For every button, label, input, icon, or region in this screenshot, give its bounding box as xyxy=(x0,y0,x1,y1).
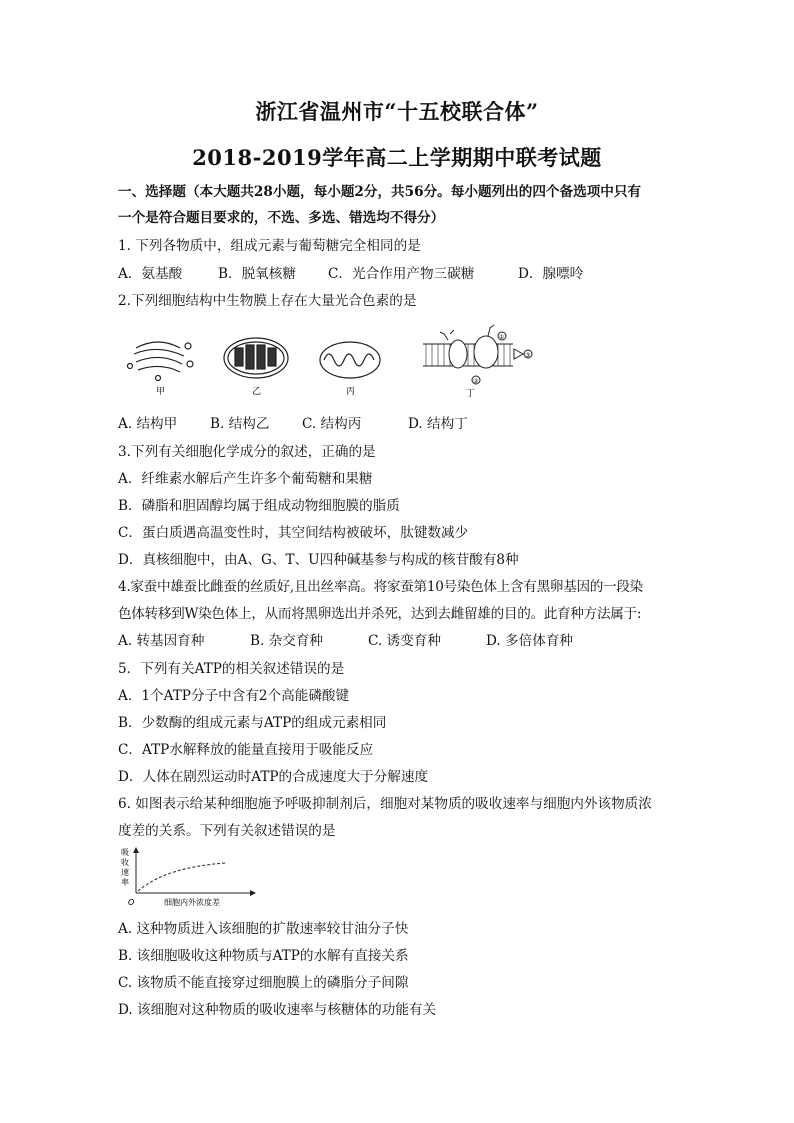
q2-option-c: C. 结构丙 xyxy=(302,416,362,432)
x-axis-arrow xyxy=(250,890,256,896)
marker-3: ③ xyxy=(525,352,531,359)
q2-option-d: D. 结构丁 xyxy=(408,416,468,432)
q1-option-b: B．脱氧核糖 xyxy=(218,266,296,282)
q1-option-a: A．氨基酸 xyxy=(118,266,183,282)
absorption-curve xyxy=(138,863,226,891)
y-axis-label-2: 收 xyxy=(121,858,129,867)
q4-option-b: B. 杂交育种 xyxy=(250,633,324,649)
q6-stem-1: 6. 如图表示给某种细胞施予呼吸抑制剂后，细胞对某物质的吸收速率与细胞内外该物质浓 xyxy=(118,796,652,812)
figure-label-ding: 丁 xyxy=(466,389,476,399)
section-instruction-2: 一个是符合题目要求的，不选、多选、错选均不得分） xyxy=(118,210,445,226)
y-axis-label-4: 率 xyxy=(121,878,129,887)
q5-option-c: C．ATP水解释放的能量直接用于吸能反应 xyxy=(118,742,374,758)
q4-option-d: D. 多倍体育种 xyxy=(486,633,574,649)
q3-option-b: B．磷脂和胆固醇均属于组成动物细胞膜的脂质 xyxy=(118,498,400,514)
q4-stem-2: 色体转移到W染色体上，从而将黑卵选出并杀死，达到去雌留雄的目的。此育种方法属于: xyxy=(118,606,642,622)
q1-stem: 1. 下列各物质中，组成元素与葡萄糖完全相同的是 xyxy=(118,238,421,254)
q2-options xyxy=(118,412,678,432)
exam-title-line2: 2018-2019学年高二上学期期中联考试题 xyxy=(192,145,602,170)
q6-option-b: B. 该细胞吸收这种物质与ATP的水解有直接关系 xyxy=(118,948,409,964)
q1-options xyxy=(118,262,678,282)
figure-label-yi: 乙 xyxy=(252,387,262,397)
q5-option-d: D．人体在剧烈运动时ATP的合成速度大于分解速度 xyxy=(118,769,429,785)
mitochondrion-figure xyxy=(320,342,380,378)
q4-options xyxy=(118,629,678,649)
q6-stem-2: 度差的关系。下列有关叙述错误的是 xyxy=(118,823,336,839)
y-axis-label-3: 速 xyxy=(121,868,129,877)
q2-option-a: A. 结构甲 xyxy=(118,416,178,432)
marker-1: ① xyxy=(499,334,505,341)
q4-option-c: C. 诱变育种 xyxy=(368,633,441,649)
q3-option-c: C．蛋白质遇高温变性时，其空间结构被破坏，肽键数减少 xyxy=(118,525,469,541)
x-axis-label: 细胞内外浓度差 xyxy=(164,898,220,907)
q2-figure xyxy=(118,318,538,404)
q6-option-c: C. 该物质不能直接穿过细胞膜上的磷脂分子间隙 xyxy=(118,975,409,991)
golgi-figure xyxy=(128,342,194,381)
q4-stem-1: 4.家蚕中雄蚕比雌蚕的丝质好,且出丝率高。将家蚕第10号染色体上含有黑卵基因的一段染 xyxy=(118,579,643,595)
q3-option-a: A．纤维素水解后产生许多个葡萄糖和果糖 xyxy=(118,471,373,487)
y-axis-arrow xyxy=(133,847,139,853)
q5-stem: 5．下列有关ATP的相关叙述错误的是 xyxy=(118,661,345,677)
section-instruction-1: 一、选择题（本大题共28小题，每小题2分，共56分。每小题列出的四个备选项中只有 xyxy=(118,184,642,200)
chloroplast-figure xyxy=(224,338,288,378)
q2-option-b: B. 结构乙 xyxy=(210,416,270,432)
q5-option-a: A．1个ATP分子中含有2个高能磷酸键 xyxy=(118,688,350,704)
marker-2: ② xyxy=(473,378,479,385)
q3-option-d: D．真核细胞中，由A、G、T、U四种碱基参与构成的核苷酸有8种 xyxy=(118,552,519,568)
exam-title-line1: 浙江省温州市“十五校联合体” xyxy=(255,99,539,124)
q4-option-a: A. 转基因育种 xyxy=(118,633,205,649)
q1-option-c: C．光合作用产物三碳糖 xyxy=(328,266,475,282)
y-axis-label-1: 吸 xyxy=(121,848,129,857)
figure-label-jia: 甲 xyxy=(156,387,166,397)
membrane-figure xyxy=(423,325,532,384)
figure-label-bing: 丙 xyxy=(346,387,356,397)
q5-option-b: B．少数酶的组成元素与ATP的组成元素相同 xyxy=(118,715,387,731)
q6-option-a: A. 这种物质进入该细胞的扩散速率较甘油分子快 xyxy=(118,921,409,937)
q2-stem: 2.下列细胞结构中生物膜上存在大量光合色素的是 xyxy=(118,293,417,309)
q1-option-d: D．腺嘌呤 xyxy=(518,266,584,282)
q6-option-d: D. 该细胞对这种物质的吸收速率与核糖体的功能有关 xyxy=(118,1002,437,1018)
q3-stem: 3.下列有关细胞化学成分的叙述，正确的是 xyxy=(118,444,376,460)
origin-label: O xyxy=(128,898,135,907)
q6-chart xyxy=(116,845,266,909)
